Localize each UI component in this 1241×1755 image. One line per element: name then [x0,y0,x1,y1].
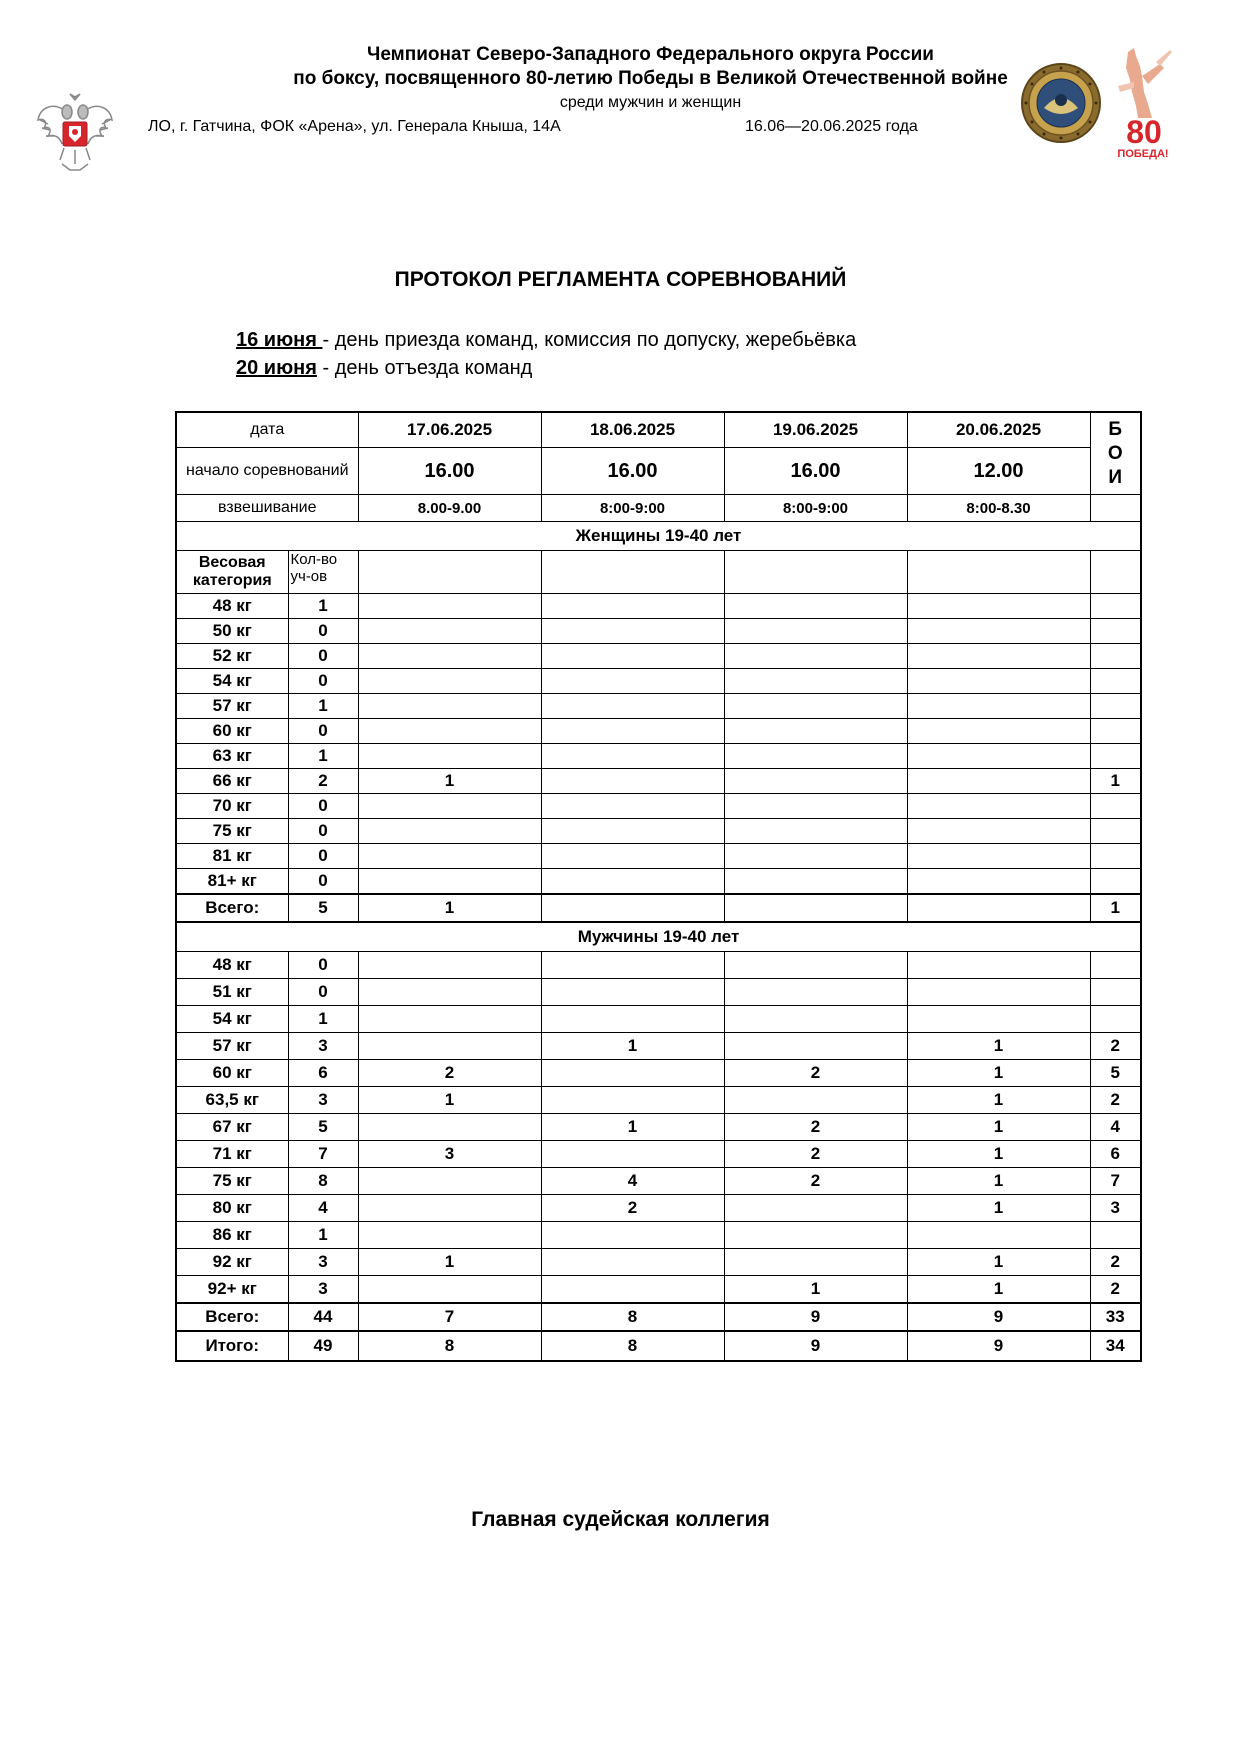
day-bouts: 1 [907,1249,1090,1276]
event-dates: 16.06—20.06.2025 года [745,118,918,135]
day-bouts [907,952,1090,979]
day-bouts [358,644,541,669]
day-bouts [724,1249,907,1276]
weight-category: 48 кг [176,594,288,619]
regulation-table [175,411,1142,1362]
day-bouts [358,1168,541,1195]
note-text: - день приезда команд, комиссия по допуску, жеребьёвка [322,329,857,351]
day-bouts [724,644,907,669]
day-bouts: 1 [541,1033,724,1060]
weight-category: 57 кг [176,1033,288,1060]
day-bouts [541,1060,724,1087]
day-bouts: 2 [724,1114,907,1141]
total-bouts: 1 [1090,894,1141,922]
weight-row [176,1168,1141,1195]
weight-row [176,819,1141,844]
day-bouts [907,844,1090,869]
weight-category-header: Весовая категория [176,551,288,594]
day-bouts [358,744,541,769]
total-bouts [1090,844,1141,869]
day-bouts [358,719,541,744]
day-bouts [724,1195,907,1222]
weight-row [176,1114,1141,1141]
start-label: начало соревнований [176,448,358,495]
participant-count: 6 [288,1060,358,1087]
day-bouts: 4 [541,1168,724,1195]
day-bouts [724,1222,907,1249]
participant-count: 5 [288,1114,358,1141]
day-bouts [907,869,1090,895]
weight-row [176,844,1141,869]
total-bouts [1090,952,1141,979]
day-bouts [541,794,724,819]
weight-row [176,869,1141,895]
total-bouts [1090,1222,1141,1249]
day-bouts [358,979,541,1006]
day-bouts [724,694,907,719]
weight-row [176,644,1141,669]
total-bouts: 3 [1090,1195,1141,1222]
day-bouts: 7 [358,1303,541,1331]
weight-category: 63 кг [176,744,288,769]
day-bouts [724,619,907,644]
participant-count: 49 [288,1331,358,1361]
note-text: - день отъезда команд [316,357,533,379]
weight-row [176,952,1141,979]
weigh-row [176,495,1141,522]
men-total-row [176,1303,1141,1331]
day-bouts: 1 [907,1141,1090,1168]
day-bouts [724,1033,907,1060]
day-bouts [541,894,724,922]
day-start: 16.00 [358,448,541,495]
empty-cell [1090,551,1141,594]
logo-number: 80 [1126,114,1162,150]
weight-category: 70 кг [176,794,288,819]
weight-category: 75 кг [176,819,288,844]
day-bouts [907,979,1090,1006]
day-bouts: 9 [724,1331,907,1361]
day-bouts: 2 [724,1168,907,1195]
weight-category: 81+ кг [176,869,288,895]
participants-count-header: Кол-во уч-ов [288,551,358,594]
total-bouts: 34 [1090,1331,1141,1361]
weight-row [176,1249,1141,1276]
total-bouts: 2 [1090,1249,1141,1276]
day-bouts [541,844,724,869]
participant-count: 4 [288,1195,358,1222]
day-bouts [724,594,907,619]
day-bouts [541,819,724,844]
logo-caption: ПОБЕДА! [1117,148,1169,160]
day-bouts [541,719,724,744]
participant-count: 0 [288,844,358,869]
day-bouts [724,719,907,744]
day-bouts: 1 [541,1114,724,1141]
eagle-emblem-icon [34,90,116,180]
weight-row [176,794,1141,819]
total-bouts [1090,694,1141,719]
day-bouts [358,819,541,844]
footer-signature: Главная судейская коллегия [471,1508,770,1531]
day-bouts [541,1141,724,1168]
day-start: 16.00 [541,448,724,495]
day-bouts [907,719,1090,744]
day-bouts: 1 [907,1033,1090,1060]
bouts-letter: И [1108,466,1123,488]
women-section-row [176,522,1141,551]
day-bouts [724,1006,907,1033]
participant-count: 1 [288,744,358,769]
participant-count: 1 [288,694,358,719]
weight-category: 48 кг [176,952,288,979]
day-weigh: 8.00-9.00 [358,495,541,522]
bouts-letter: Б [1108,418,1123,440]
day-bouts [724,894,907,922]
day-bouts [358,869,541,895]
weight-category: 52 кг [176,644,288,669]
weight-category: 92+ кг [176,1276,288,1304]
participant-count: 1 [288,1222,358,1249]
day-bouts: 2 [541,1195,724,1222]
weight-row [176,694,1141,719]
total-bouts [1090,794,1141,819]
note-departure [236,354,856,382]
date-label: дата [176,412,358,448]
weight-category: 86 кг [176,1222,288,1249]
weight-category: 60 кг [176,1060,288,1087]
total-bouts: 2 [1090,1087,1141,1114]
participant-count: 2 [288,769,358,794]
day-bouts [907,669,1090,694]
day-date: 18.06.2025 [541,412,724,448]
grand-total-label: Итого: [176,1331,288,1361]
day-bouts [358,794,541,819]
participant-count: 1 [288,1006,358,1033]
participant-count: 0 [288,669,358,694]
day-bouts: 1 [907,1276,1090,1304]
day-bouts [541,1249,724,1276]
total-bouts [1090,719,1141,744]
day-bouts: 1 [358,769,541,794]
day-bouts: 9 [907,1331,1090,1361]
weight-category: 50 кг [176,619,288,644]
total-bouts [1090,1006,1141,1033]
grand-total-row [176,1331,1141,1361]
participant-count: 1 [288,594,358,619]
weight-category: 57 кг [176,694,288,719]
victory-80-logo [1108,46,1178,164]
total-bouts: 4 [1090,1114,1141,1141]
day-bouts: 2 [724,1141,907,1168]
weight-category: 92 кг [176,1249,288,1276]
day-bouts [541,1006,724,1033]
day-date: 19.06.2025 [724,412,907,448]
total-label: Всего: [176,894,288,922]
day-bouts [358,1222,541,1249]
venue-text: ЛО, г. Гатчина, ФОК «Арена», ул. Генерала Кныша, 14А [148,118,561,135]
day-bouts [724,744,907,769]
header-line-3: среди мужчин и женщин [559,94,742,111]
day-bouts: 1 [907,1060,1090,1087]
day-bouts [541,769,724,794]
day-bouts: 3 [358,1141,541,1168]
total-bouts: 2 [1090,1276,1141,1304]
day-bouts [907,619,1090,644]
day-bouts [907,1222,1090,1249]
day-bouts [907,594,1090,619]
participant-count: 44 [288,1303,358,1331]
day-bouts [358,1276,541,1304]
participant-count: 0 [288,719,358,744]
day-bouts [724,819,907,844]
weight-category: 75 кг [176,1168,288,1195]
weight-category: 66 кг [176,769,288,794]
weight-row [176,1141,1141,1168]
day-bouts [907,769,1090,794]
total-bouts [1090,669,1141,694]
header-line-1: Чемпионат Северо-Западного Федерального округа России [367,44,934,65]
weight-category: 80 кг [176,1195,288,1222]
total-bouts: 6 [1090,1141,1141,1168]
participant-count: 3 [288,1249,358,1276]
empty-cell [1090,495,1141,522]
weight-category: 63,5 кг [176,1087,288,1114]
day-weigh: 8:00-9:00 [541,495,724,522]
total-bouts [1090,594,1141,619]
total-bouts [1090,869,1141,895]
day-start: 12.00 [907,448,1090,495]
day-bouts [541,1222,724,1249]
participant-count: 0 [288,819,358,844]
day-bouts [907,744,1090,769]
day-bouts [724,952,907,979]
day-bouts [724,844,907,869]
day-bouts [541,744,724,769]
weight-category: 54 кг [176,669,288,694]
day-bouts [541,594,724,619]
day-bouts: 9 [907,1303,1090,1331]
day-bouts [724,794,907,819]
section-title: Женщины 19-40 лет [176,522,1141,551]
total-bouts: 33 [1090,1303,1141,1331]
weight-row [176,1195,1141,1222]
day-bouts [358,1195,541,1222]
day-bouts [724,1087,907,1114]
participant-count: 0 [288,952,358,979]
day-bouts [907,819,1090,844]
day-bouts [541,979,724,1006]
total-bouts: 1 [1090,769,1141,794]
day-bouts [358,1006,541,1033]
day-bouts [724,869,907,895]
men-section-row [176,922,1141,952]
weight-row [176,744,1141,769]
day-bouts [358,619,541,644]
note-arrival [236,326,856,354]
day-bouts [907,794,1090,819]
day-bouts [541,669,724,694]
day-bouts [724,979,907,1006]
participant-count: 8 [288,1168,358,1195]
note-date: 20 июня [236,357,317,379]
day-bouts [358,694,541,719]
weight-row [176,719,1141,744]
weight-row [176,1276,1141,1304]
day-date: 20.06.2025 [907,412,1090,448]
participant-count: 0 [288,644,358,669]
total-bouts [1090,744,1141,769]
day-bouts: 1 [358,894,541,922]
day-bouts [541,644,724,669]
participant-count: 0 [288,619,358,644]
weight-category: 54 кг [176,1006,288,1033]
weight-category: 60 кг [176,719,288,744]
day-bouts: 2 [724,1060,907,1087]
empty-cell [907,551,1090,594]
weight-row [176,1033,1141,1060]
header-line-2: по боксу, посвященного 80-летию Победы в Великой Отечественной войне [293,68,1008,89]
day-bouts: 8 [541,1303,724,1331]
date-row [176,412,1141,448]
weight-row [176,669,1141,694]
women-total-row [176,894,1141,922]
weigh-label: взвешивание [176,495,358,522]
total-label: Всего: [176,1303,288,1331]
total-bouts: 7 [1090,1168,1141,1195]
weight-category: 81 кг [176,844,288,869]
note-date: 16 июня [236,329,323,351]
day-bouts: 1 [358,1249,541,1276]
participant-count: 3 [288,1087,358,1114]
day-bouts: 2 [358,1060,541,1087]
participant-count: 0 [288,794,358,819]
weight-row [176,1087,1141,1114]
day-bouts [358,669,541,694]
day-bouts: 8 [358,1331,541,1361]
weight-category: 71 кг [176,1141,288,1168]
round-seal-icon [1020,62,1102,144]
participant-count: 0 [288,869,358,895]
weight-row [176,1006,1141,1033]
column-header-row [176,551,1141,594]
day-bouts [358,952,541,979]
day-weigh: 8:00-9:00 [724,495,907,522]
weight-row [176,1222,1141,1249]
empty-cell [724,551,907,594]
day-bouts [907,644,1090,669]
total-bouts: 5 [1090,1060,1141,1087]
day-bouts [358,1114,541,1141]
weight-row [176,594,1141,619]
weight-category: 51 кг [176,979,288,1006]
day-bouts [358,1033,541,1060]
participant-count: 3 [288,1276,358,1304]
day-bouts: 1 [907,1168,1090,1195]
total-bouts [1090,619,1141,644]
total-bouts [1090,819,1141,844]
day-bouts: 9 [724,1303,907,1331]
day-bouts [907,1006,1090,1033]
total-bouts [1090,644,1141,669]
day-bouts [541,952,724,979]
day-bouts [541,694,724,719]
empty-cell [541,551,724,594]
day-date: 17.06.2025 [358,412,541,448]
day-bouts [541,1087,724,1114]
day-bouts [541,1276,724,1304]
schedule-notes [236,326,856,382]
weight-row [176,979,1141,1006]
day-bouts [907,694,1090,719]
weight-category: 67 кг [176,1114,288,1141]
day-bouts [724,769,907,794]
bouts-letter: О [1107,442,1123,464]
weight-row [176,1060,1141,1087]
participant-count: 3 [288,1033,358,1060]
weight-row [176,619,1141,644]
day-weigh: 8:00-8.30 [907,495,1090,522]
day-bouts: 1 [907,1087,1090,1114]
day-bouts: 1 [724,1276,907,1304]
day-bouts [358,844,541,869]
participant-count: 5 [288,894,358,922]
day-bouts: 1 [907,1195,1090,1222]
participant-count: 0 [288,979,358,1006]
participant-count: 7 [288,1141,358,1168]
bouts-header [1090,412,1141,495]
day-bouts: 1 [907,1114,1090,1141]
day-bouts: 1 [358,1087,541,1114]
start-row [176,448,1141,495]
total-bouts [1090,979,1141,1006]
day-bouts [541,619,724,644]
total-bouts: 2 [1090,1033,1141,1060]
page-title: ПРОТОКОЛ РЕГЛАМЕНТА СОРЕВНОВАНИЙ [394,268,847,291]
day-bouts [358,594,541,619]
day-bouts [907,894,1090,922]
day-bouts [541,869,724,895]
section-title: Мужчины 19-40 лет [176,922,1141,952]
empty-cell [358,551,541,594]
day-bouts [724,669,907,694]
day-start: 16.00 [724,448,907,495]
day-bouts: 8 [541,1331,724,1361]
weight-row [176,769,1141,794]
